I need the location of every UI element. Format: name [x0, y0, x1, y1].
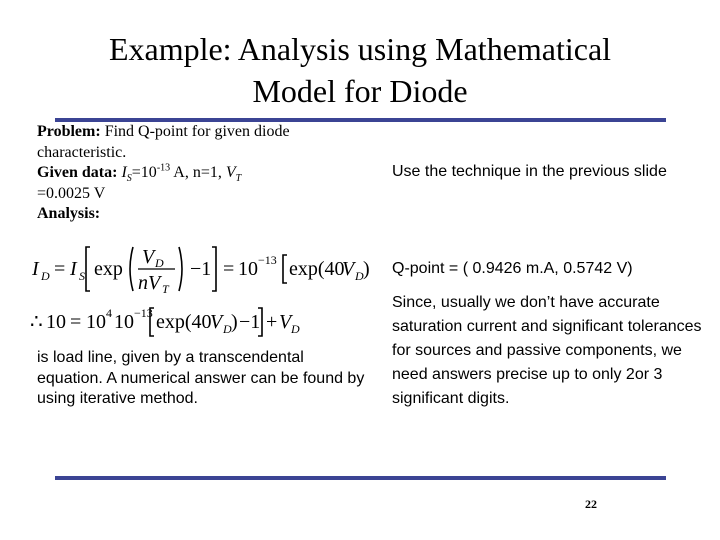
bottom-divider	[55, 476, 666, 480]
is-exponent: -13	[156, 162, 171, 174]
eq1-equals-2: =	[223, 258, 235, 280]
slide-title	[0, 28, 720, 112]
eq1-exp-40: exp(40	[289, 258, 345, 280]
eq1-lhs-i: I	[32, 258, 39, 280]
eq1-is-s: S	[79, 269, 85, 283]
load-line-description: is load line, given by a transcendental equation. A numerical answer can be found by using iterative method.	[37, 349, 365, 407]
technique-note: Use the technique in the previous slide	[392, 163, 667, 180]
problem-block	[37, 122, 367, 225]
eq2-d2: D	[291, 322, 300, 336]
problem-label: Problem:	[37, 123, 101, 140]
vt-subscript: T	[235, 173, 242, 185]
is-value: =10	[131, 164, 157, 181]
precision-note: Since, usually we don’t have accurate saturation current and significant tolerances for sources and passive components, we need answers precise up to only 2or 3 significant digits.	[392, 294, 702, 407]
eq1-coef-exp: −13	[258, 253, 277, 267]
eq1-num-v: V	[142, 246, 155, 268]
eq2-d: D	[223, 322, 232, 336]
eq1-lhs-d: D	[41, 269, 50, 283]
q-point-result: Q-point = ( 0.9426 m.A, 0.5742 V)	[392, 260, 633, 277]
page-number: 22	[585, 497, 597, 511]
eq1-close: )	[363, 258, 370, 280]
eq2-equals: =	[70, 311, 82, 333]
eq1-is-i: I	[70, 258, 77, 280]
eq2-exp-40: exp(40	[156, 311, 212, 333]
eq2-minus-one: −1	[239, 311, 261, 333]
eq1-d: D	[355, 269, 364, 283]
eq2-coef2: 10	[114, 311, 134, 333]
eq1-num-d: D	[155, 256, 164, 270]
eq1-minus-one: −1	[190, 258, 212, 280]
eq2-coef1-exp: 4	[106, 306, 112, 320]
eq2-coef2-exp: −13	[134, 306, 153, 320]
eq2-plus: +	[266, 311, 278, 333]
is-rest: A, n=1,	[170, 164, 226, 181]
title-line-1: Example: Analysis using Mathematical	[108, 31, 612, 67]
eq1-den-nv: nV	[138, 272, 161, 294]
analysis-label: Analysis:	[37, 205, 101, 222]
title-line-2: Model for Diode	[252, 73, 468, 109]
given-label: Given data:	[37, 164, 118, 181]
eq2-close: )	[231, 311, 238, 333]
eq2-v: V	[210, 311, 223, 333]
problem-text: Find Q-point for given diode characteristic.	[37, 123, 290, 161]
vt-symbol: V	[225, 164, 236, 181]
eq2-therefore: ∴	[30, 311, 43, 333]
vt-value: =0.0025 V	[37, 184, 106, 202]
load-line-equation	[30, 300, 300, 340]
is-symbol: I	[121, 164, 127, 181]
eq1-den-t: T	[162, 282, 169, 295]
eq1-v: V	[342, 258, 355, 280]
eq1-equals: =	[54, 258, 66, 280]
eq1-exp: exp	[94, 258, 123, 280]
eq1-coef: 10	[238, 258, 258, 280]
eq2-coef1: 10	[86, 311, 106, 333]
diode-current-equation	[30, 243, 375, 295]
eq2-lhs: 10	[46, 311, 66, 333]
eq2-v2: V	[279, 311, 292, 333]
is-subscript: S	[126, 173, 132, 185]
